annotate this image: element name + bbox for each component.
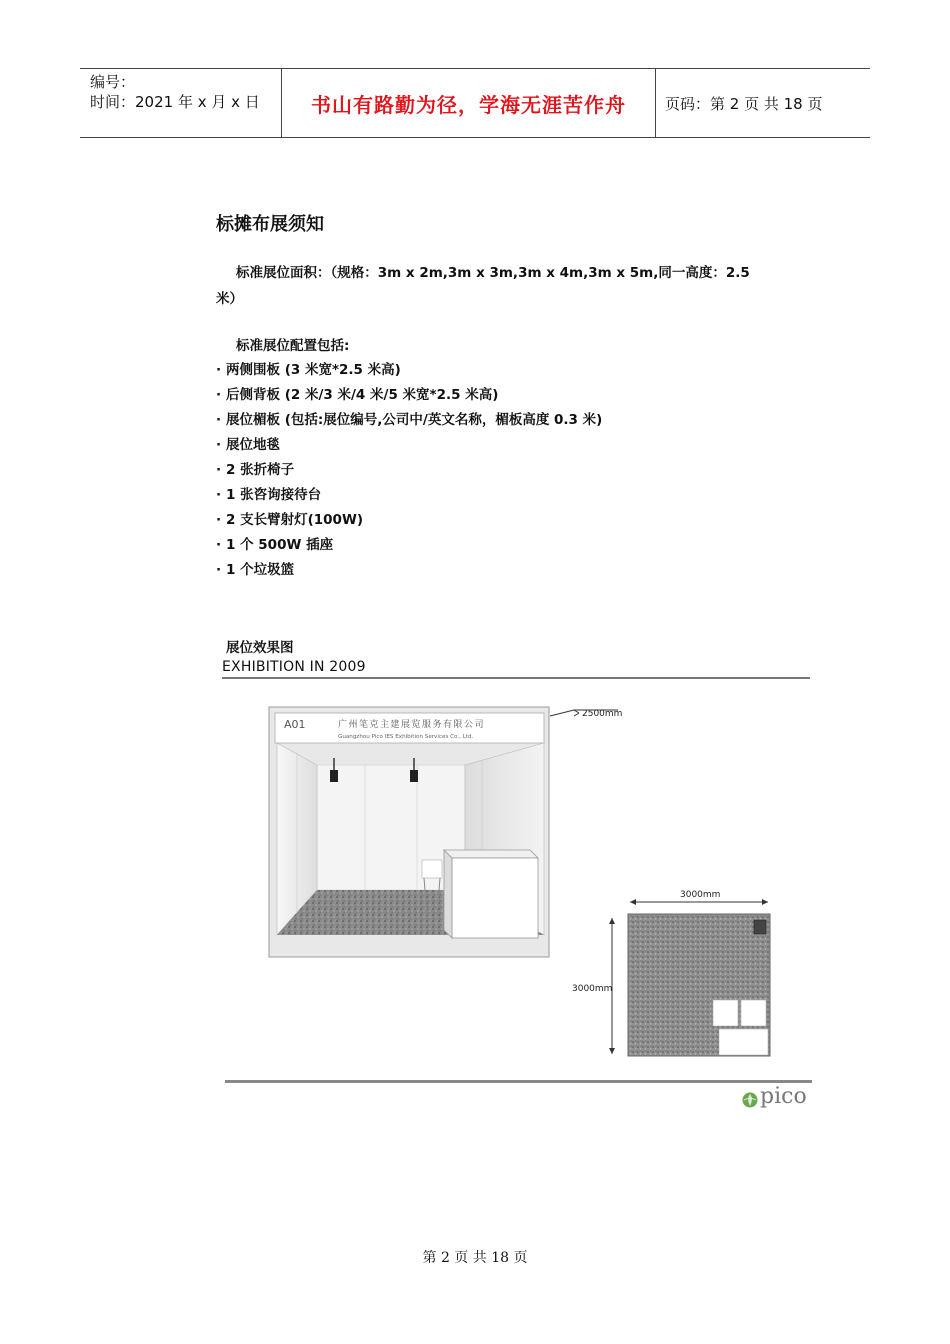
header-table: [80, 68, 870, 138]
booth-illustration: [222, 680, 812, 1080]
list-item: · 1 张咨询接待台: [216, 483, 602, 508]
figure-bottom-rule: [225, 1080, 812, 1083]
logo-text: pico: [760, 1084, 807, 1109]
depth-dim-label: 3000mm: [572, 984, 613, 994]
pico-logo-icon: [742, 1092, 758, 1108]
bullet-glyph: ·: [216, 362, 222, 378]
bullet-glyph: ·: [216, 562, 222, 578]
booth-number: A01: [284, 718, 306, 731]
bullet-glyph: ·: [216, 437, 222, 453]
company-name-cn: 广州笔克主建展览服务有限公司: [338, 720, 486, 730]
bullet-glyph: ·: [216, 462, 222, 478]
area-line-2: 米）: [216, 291, 243, 307]
motto: 书山有路勤为径，学海无涯苦作舟: [311, 93, 626, 117]
list-item: · 两侧围板 (3 米宽*2.5 米高): [216, 358, 602, 383]
header-motto-cell: [281, 69, 656, 137]
bullet-glyph: ·: [216, 487, 222, 503]
header-left-cell: [80, 69, 281, 137]
figure-label: 展位效果图: [226, 640, 294, 656]
booth-3d-view: [269, 707, 549, 957]
list-item: · 2 张折椅子: [216, 458, 602, 483]
list-item: · 后侧背板 (2 米/3 米/4 米/5 米宽*2.5 米高): [216, 383, 602, 408]
figure-top-rule: [222, 677, 810, 679]
list-item: · 展位地毯: [216, 433, 602, 458]
config-heading: 标准展位配置包括:: [236, 338, 350, 354]
config-list: [216, 358, 602, 583]
company-name-en: Guangzhou Pico IES Exhibition Services Co., Ltd.: [338, 734, 474, 740]
height-dim-label: 2500mm: [582, 709, 623, 719]
width-dim-label: 3000mm: [680, 890, 721, 900]
height-dimension: [550, 709, 622, 719]
page-info: 页码：第 2 页 共 18 页: [665, 95, 823, 113]
list-item: · 展位楣板 (包括:展位编号,公司中/英文名称，楣板高度 0.3 米): [216, 408, 602, 433]
bullet-glyph: ·: [216, 537, 222, 553]
bullet-glyph: ·: [216, 412, 222, 428]
list-item: · 1 个垃圾篮: [216, 558, 602, 583]
floor-plan-view: [572, 890, 770, 1056]
figure-subtitle: EXHIBITION IN 2009: [222, 659, 366, 675]
bullet-glyph: ·: [216, 387, 222, 403]
pico-logo: [742, 1086, 814, 1114]
area-line-1: 标准展位面积：（规格：3m x 2m,3m x 3m,3m x 4m,3m x 5m,同一高度：2.5: [236, 265, 750, 281]
number-label: 编号：: [90, 73, 136, 91]
time-label: 时间：2021 年 x 月 x 日: [90, 93, 260, 111]
page-footer: 第 2 页 共 18 页: [422, 1250, 528, 1266]
list-item: · 1 个 500W 插座: [216, 533, 602, 558]
header-page-cell: [655, 69, 870, 137]
reception-desk-icon: [444, 850, 538, 938]
booth-area-paragraph: [216, 260, 816, 312]
page-title: 标摊布展须知: [216, 214, 324, 235]
bullet-glyph: ·: [216, 512, 222, 528]
list-item: · 2 支长臂射灯(100W): [216, 508, 602, 533]
